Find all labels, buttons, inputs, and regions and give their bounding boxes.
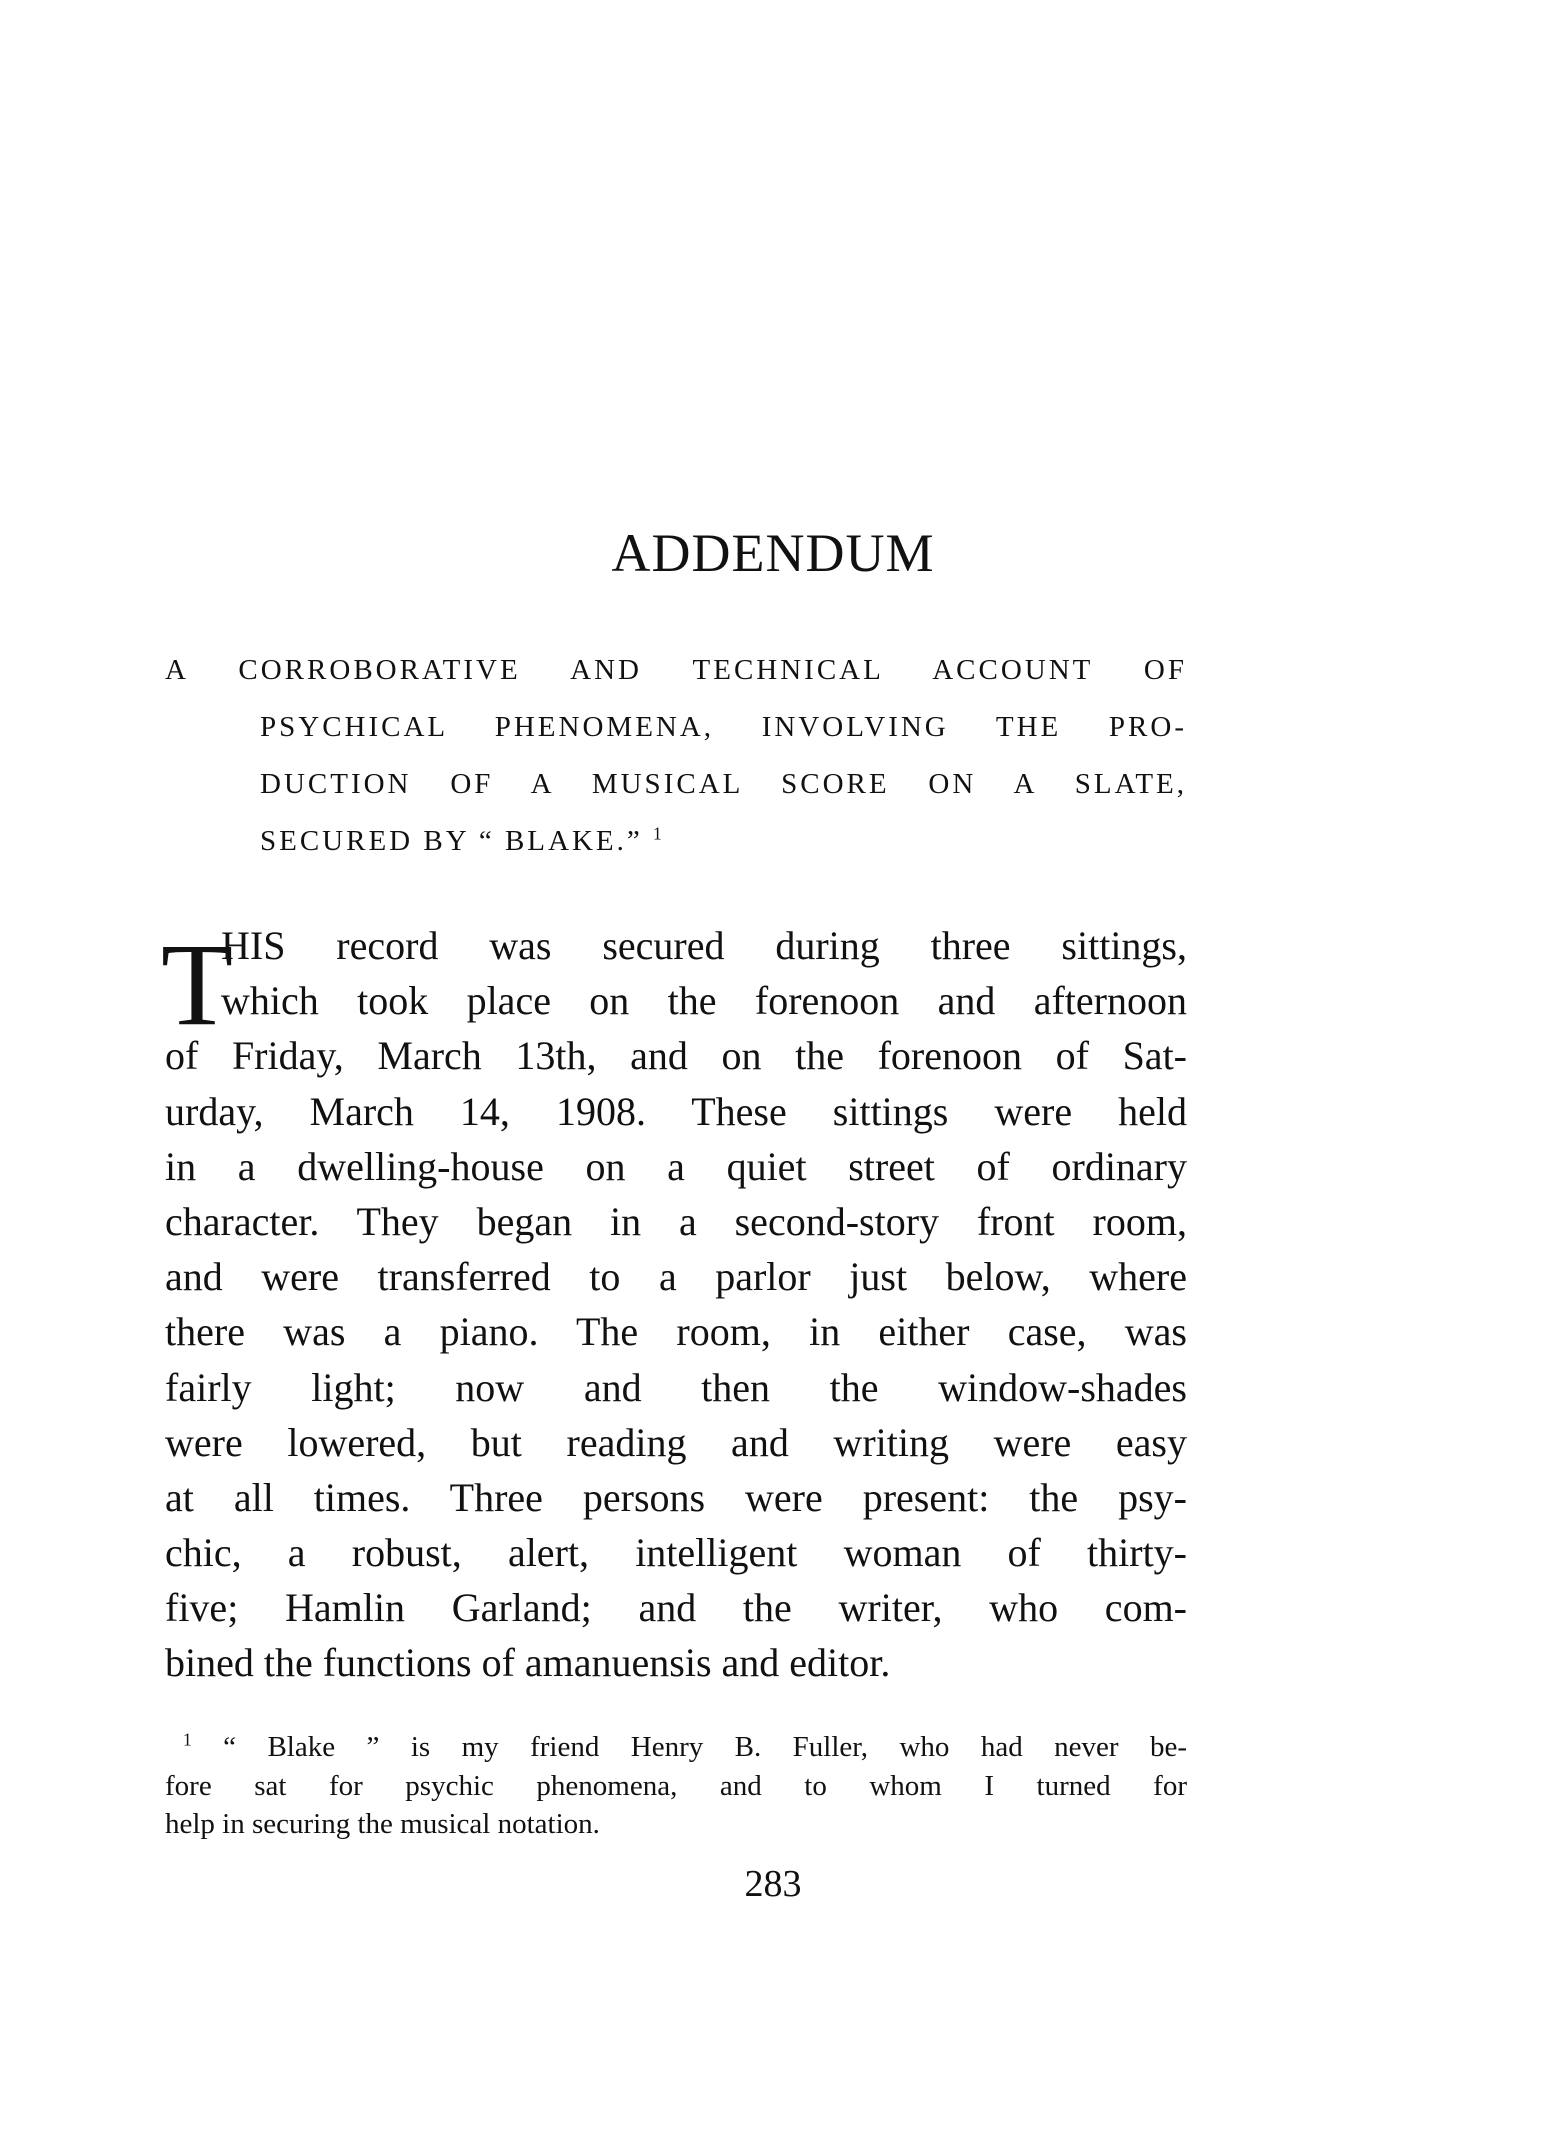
body-line: fairly light; now and then the window-shades: [165, 1364, 1187, 1410]
body-line: there was a piano. The room, in either case, was: [165, 1309, 1187, 1355]
body-line: were lowered, but reading and writing were easy: [165, 1419, 1187, 1465]
body-line: urday, March 14, 1908. These sittings were held: [165, 1088, 1187, 1134]
footnote-marker: 1: [183, 1729, 192, 1750]
body-line: in a dwelling-house on a quiet street of ordinary: [165, 1143, 1187, 1189]
footnote-line: [165, 1728, 1187, 1767]
body-paragraph: [161, 918, 1187, 1691]
footnote: [165, 1728, 1187, 1844]
body-line: character. They began in a second-story front room,: [165, 1198, 1187, 1244]
body-line: five; Hamlin Garland; and the writer, who com-: [165, 1585, 1187, 1631]
body-line: chic, a robust, alert, intelligent woman of thirty-: [165, 1530, 1187, 1576]
body-line: of Friday, March 13th, and on the forenoon of Sat-: [165, 1033, 1187, 1079]
subtitle-line: PSYCHICAL PHENOMENA, INVOLVING THE PRO-: [260, 711, 1187, 743]
page-number: 283: [744, 1863, 802, 1905]
body-line: HIS record was secured during three sittings,: [221, 923, 1187, 968]
body-line: at all times. Three persons were present: the psy-: [165, 1474, 1187, 1520]
subtitle-line: DUCTION OF A MUSICAL SCORE ON A SLATE,: [260, 768, 1187, 800]
page-title: ADDENDUM: [611, 523, 935, 583]
footnote-line: fore sat for psychic phenomena, and to whom I turned for: [165, 1769, 1187, 1802]
subtitle-line: [260, 825, 1187, 858]
footnote-marker: 1: [653, 823, 665, 844]
footnote-line: help in securing the musical notation.: [165, 1808, 600, 1840]
body-line: and were transferred to a parlor just below, where: [165, 1254, 1187, 1300]
body-line: which took place on the forenoon and afternoon: [221, 978, 1187, 1024]
drop-cap: T: [161, 919, 234, 1050]
subtitle-text: SECURED BY “ BLAKE.”: [260, 825, 643, 857]
subtitle-line: A CORROBORATIVE AND TECHNICAL ACCOUNT OF: [165, 654, 1187, 686]
body-line: bined the functions of amanuensis and editor.: [165, 1640, 891, 1686]
footnote-text: “ Blake ” is my friend Henry B. Fuller, who had never be-: [223, 1731, 1188, 1763]
